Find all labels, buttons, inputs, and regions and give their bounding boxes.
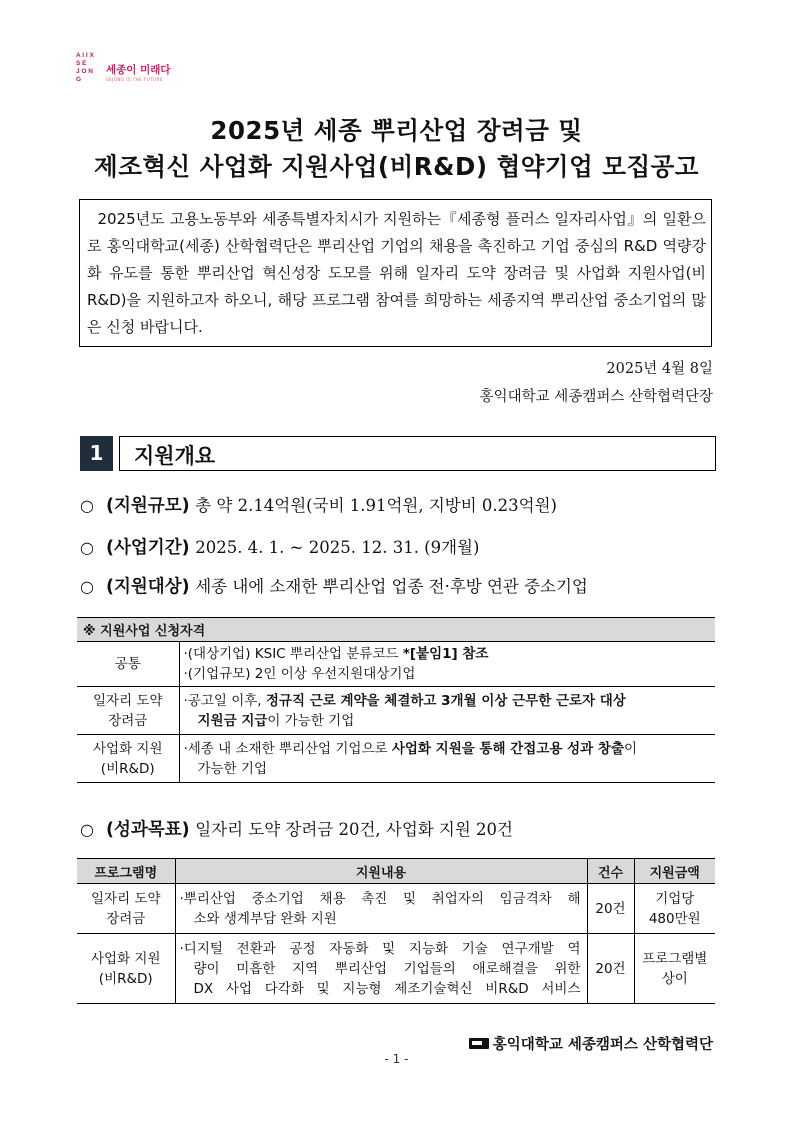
circle-bullet-icon: ○ bbox=[80, 538, 94, 557]
announcement-date: 2025년 4월 8일 bbox=[606, 361, 713, 377]
eligibility-table-header bbox=[77, 618, 715, 642]
eligibility-detail: ·공고일 이후, 정규직 근로 계약을 체결하고 3개월 이상 근무한 근로자 대상 지원금 지급이 가능한 기업 bbox=[179, 687, 715, 735]
bullet-label: (지원규모) bbox=[106, 496, 190, 516]
university-logo-icon bbox=[469, 1038, 489, 1049]
section-title: 지원개요 bbox=[134, 444, 216, 468]
program-content: ·디지털 전환과 공정 자동화 및 지능화 기술 연구개발 역 량이 미흡한 지역 뿌리산업 기업들의 애로해결을 위한 DX 사업 다각화 및 지능형 제조기술혁신 비R&D 서비스 bbox=[175, 934, 587, 1004]
bullet-project-period bbox=[80, 534, 479, 559]
document-title-line1: 2025년 세종 뿌리산업 장려금 및 bbox=[210, 116, 583, 145]
bullet-label: (성과목표) bbox=[106, 820, 190, 840]
program-content: ·뿌리산업 중소기업 채용 촉진 및 취업자의 임금격차 해 소와 생계부담 완화 지원 bbox=[175, 884, 587, 934]
eligibility-detail: ·(대상기업) KSIC 뿌리산업 분류코드 *[붙임1] 참조 ·(기업규모) 2인 이상 우선지원대상기업 bbox=[179, 642, 715, 687]
sejong-logo bbox=[76, 52, 206, 90]
header-amount: 지원금액 bbox=[634, 859, 715, 884]
program-count: 20건 bbox=[587, 884, 634, 934]
program-amount: 기업당 480만원 bbox=[634, 884, 715, 934]
section-number: 1 bbox=[80, 436, 113, 471]
program-table-header bbox=[77, 859, 715, 884]
section-title-box bbox=[119, 436, 716, 471]
program-name: 일자리 도약 장려금 bbox=[77, 884, 175, 934]
page-number: - 1 - bbox=[384, 1052, 409, 1066]
header-count: 건수 bbox=[587, 859, 634, 884]
eligibility-category: 일자리 도약 장려금 bbox=[77, 687, 179, 735]
announcing-organization: 홍익대학교 세종캠퍼스 산학협력단장 bbox=[479, 389, 713, 405]
circle-bullet-icon: ○ bbox=[80, 820, 94, 839]
eligibility-header-cell: ※ 지원사업 신청자격 bbox=[77, 618, 715, 642]
bullet-support-scale bbox=[80, 492, 557, 517]
document-title-line2: 제조혁신 사업화 지원사업(비R&D) 협약기업 모집공고 bbox=[94, 152, 699, 181]
eligibility-table bbox=[77, 617, 715, 783]
program-amount: 프로그램별 상이 bbox=[634, 934, 715, 1004]
intro-box bbox=[79, 199, 712, 347]
table-row bbox=[77, 884, 715, 934]
bullet-value: 세종 내에 소재한 뿌리산업 업종 전·후방 연관 중소기업 bbox=[195, 577, 588, 596]
eligibility-detail: ·세종 내 소재한 뿌리산업 기업으로 사업화 지원을 통해 간접고용 성과 창출이 가능한 기업 bbox=[179, 735, 715, 783]
bullet-support-target bbox=[80, 573, 588, 598]
header-program-name: 프로그램명 bbox=[77, 859, 175, 884]
eligibility-category: 공통 bbox=[77, 642, 179, 687]
intro-text: 2025년도 고용노동부와 세종특별자치시가 지원하는『세종형 플러스 일자리사업』의 일환으로 홍익대학교(세종) 산학협력단은 뿌리산업 기업의 채용을 촉진하고 기업 중심의 R&D 역량강화 유도를 통한 뿌리산업 혁신성장 도모를 위해 일자리 도약 장려금 및 사업화 지원사업(비R&D)을 지원하고자 하오니, 해당 프로그램 참여를 희망하는 세종지역 뿌리산업 중소기업의 많은 신청 바랍니다. bbox=[87, 210, 707, 336]
header-support-content: 지원내용 bbox=[175, 859, 587, 884]
bullet-label: (사업기간) bbox=[106, 538, 190, 558]
circle-bullet-icon: ○ bbox=[80, 577, 94, 596]
table-row bbox=[77, 687, 715, 735]
program-table bbox=[77, 858, 715, 1004]
logo-subtext: SEJONG IS THE FUTURE bbox=[106, 77, 163, 82]
logo-text: 세종이 미래다 bbox=[106, 64, 171, 76]
table-row bbox=[77, 642, 715, 687]
table-row bbox=[77, 735, 715, 783]
program-name: 사업화 지원 (비R&D) bbox=[77, 934, 175, 1004]
bullet-label: (지원대상) bbox=[106, 577, 190, 597]
program-count: 20건 bbox=[587, 934, 634, 1004]
logo-vertical-letters: A I I X S E J O N G bbox=[76, 52, 94, 83]
bullet-value: 2025. 4. 1. ~ 2025. 12. 31. (9개월) bbox=[195, 538, 480, 557]
bullet-value: 총 약 2.14억원(국비 1.91억원, 지방비 0.23억원) bbox=[195, 496, 557, 515]
bullet-value: 일자리 도약 장려금 20건, 사업화 지원 20건 bbox=[195, 820, 513, 839]
eligibility-category: 사업화 지원 (비R&D) bbox=[77, 735, 179, 783]
footer-organization: 홍익대학교 세종캠퍼스 산학협력단 bbox=[469, 1033, 713, 1051]
bullet-performance-goal bbox=[80, 816, 513, 841]
table-row bbox=[77, 934, 715, 1004]
circle-bullet-icon: ○ bbox=[80, 496, 94, 515]
